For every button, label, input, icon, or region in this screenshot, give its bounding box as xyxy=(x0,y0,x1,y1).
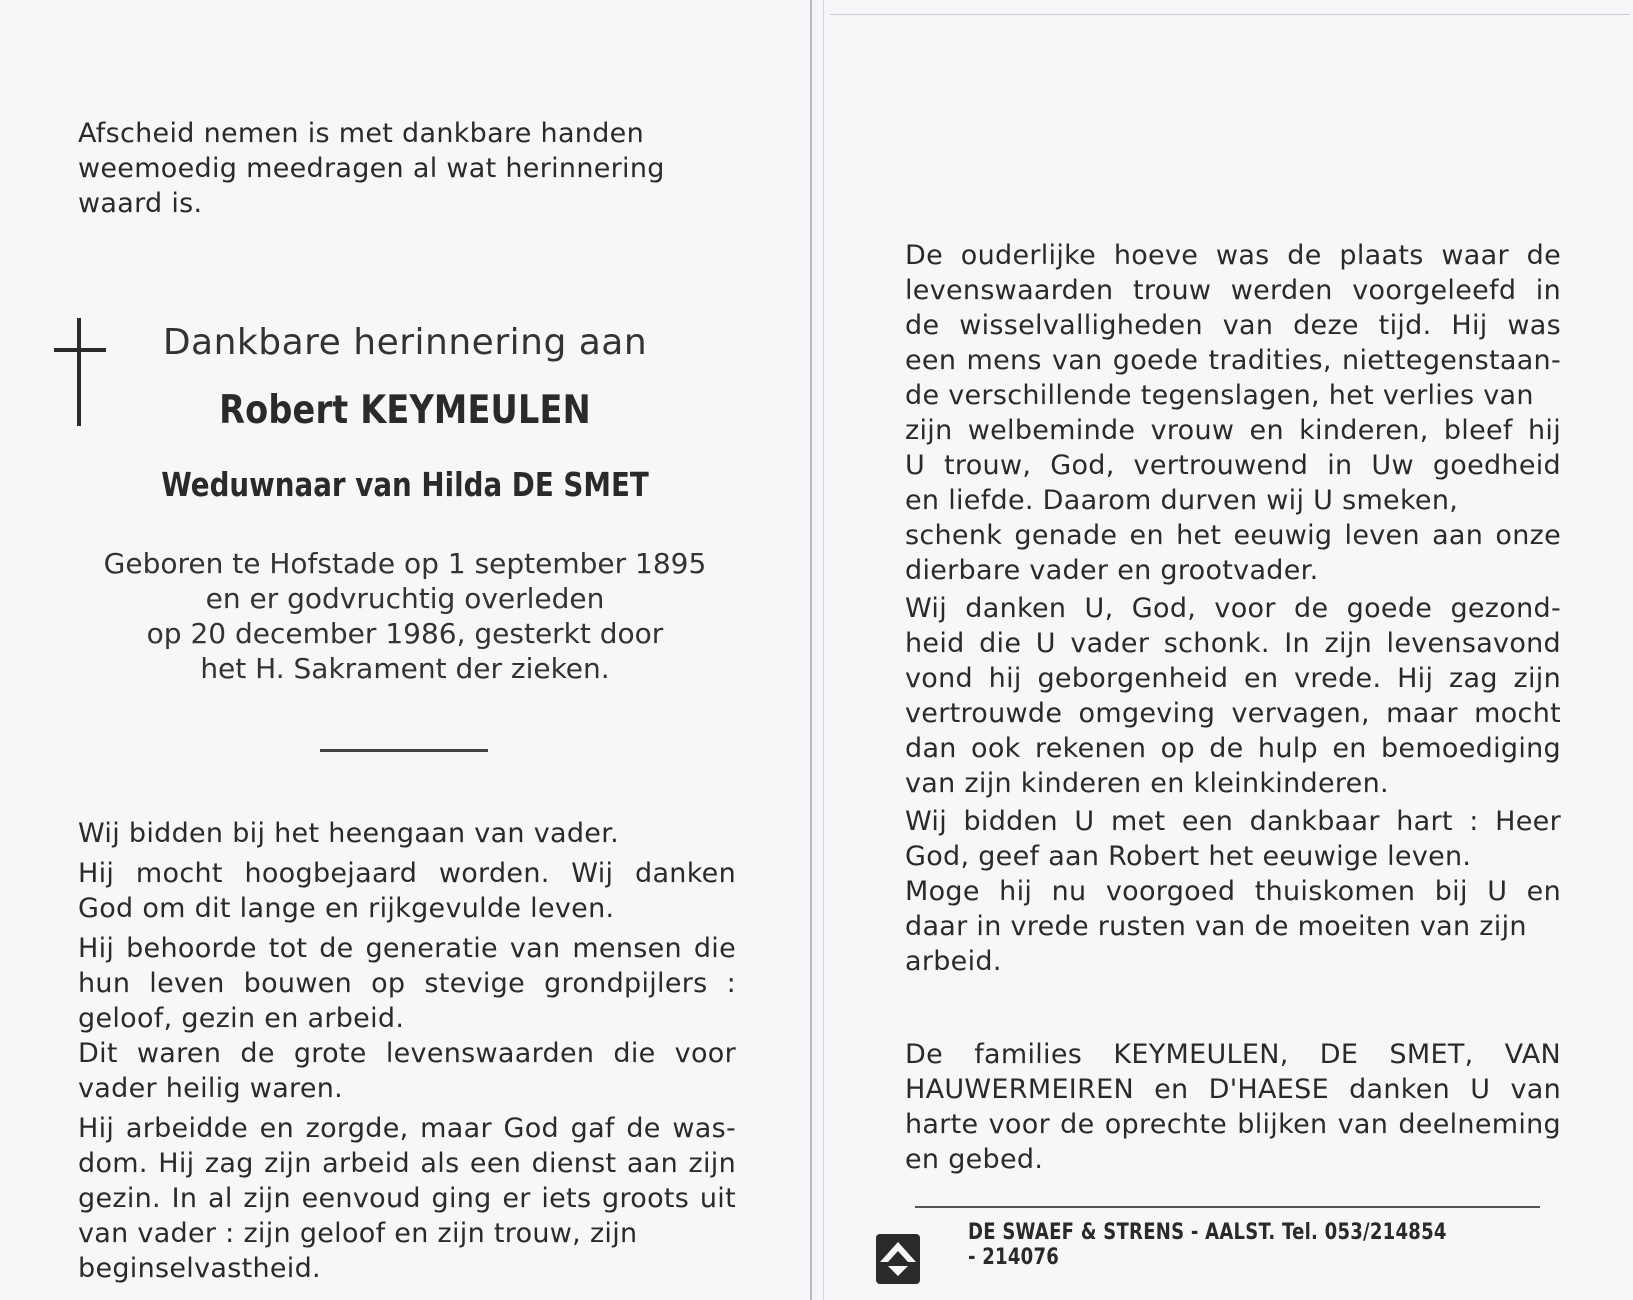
memorial-intro: Dankbare herinnering aan xyxy=(162,322,648,363)
text-line: De families KEYMEULEN, DE SMET, VAN xyxy=(905,1039,1561,1070)
text-line: de verschillende tegenslagen, het verlies van xyxy=(905,380,1534,411)
text-line: Wij bidden bij het heengaan van vader. xyxy=(78,818,619,849)
text-line: daar in vrede rusten van de moeiten van zijn xyxy=(905,911,1527,942)
birth-line: Geboren te Hofstade op 1 september 1895 xyxy=(103,547,707,580)
motto-line: Afscheid nemen is met dankbare handen xyxy=(78,118,644,149)
text-line: dom. Hij zag zijn arbeid als een dienst aan zijn xyxy=(78,1148,736,1179)
deceased-name: Robert KEYMEULEN xyxy=(219,388,591,433)
text-line: levenswaarden trouw werden voorgeleefd in xyxy=(905,275,1561,306)
text-line: U trouw, God, vertrouwend in Uw goedheid xyxy=(905,450,1561,481)
birth-line: en er godvruchtig overleden xyxy=(205,582,605,615)
text-line: beginselvastheid. xyxy=(78,1253,321,1284)
text-line: Hij behoorde tot de generatie van mensen die xyxy=(78,933,736,964)
text-line: HAUWERMEIREN en D'HAESE danken U van xyxy=(905,1074,1561,1105)
birth-line: het H. Sakrament der zieken. xyxy=(200,652,610,685)
printer-credit: DE SWAEF & STRENS - AALST. Tel. 053/214854 - 214076 xyxy=(968,1220,1447,1270)
text-line: Wij danken U, God, voor de goede gezond- xyxy=(905,593,1561,624)
text-line: schenk genade en het eeuwig leven aan onze xyxy=(905,520,1561,551)
text-line: Hij arbeidde en zorgde, maar God gaf de was- xyxy=(78,1113,736,1144)
text-line: heid die U vader schonk. In zijn levensavond xyxy=(905,628,1561,659)
text-line: Wij bidden U met een dankbaar hart : Heer xyxy=(905,806,1561,837)
left-text-body xyxy=(78,816,736,1286)
printer-logo-icon xyxy=(874,1232,922,1286)
text-line: God, geef aan Robert het eeuwige leven. xyxy=(905,841,1472,872)
birth-line: op 20 december 1986, gesterkt door xyxy=(146,617,664,650)
text-line: Dit waren de grote levenswaarden die voor xyxy=(78,1038,736,1069)
family-thanks xyxy=(905,1037,1561,1177)
footer-rule xyxy=(915,1206,1540,1208)
text-line: van vader : zijn geloof en zijn trouw, zijn xyxy=(78,1218,638,1249)
text-line: en liefde. Daarom durven wij U smeken, xyxy=(905,485,1459,516)
text-line: hun leven bouwen op stevige grondpijlers : xyxy=(78,968,736,999)
text-line: arbeid. xyxy=(905,946,1002,977)
card-top-edge xyxy=(830,14,1630,15)
text-line: en gebed. xyxy=(905,1144,1044,1175)
widower-line: Weduwnaar van Hilda DE SMET xyxy=(161,465,649,504)
card-fold xyxy=(810,0,812,1300)
card-fold-shadow xyxy=(823,0,824,1300)
text-line: geloof, gezin en arbeid. xyxy=(78,1003,405,1034)
motto xyxy=(78,116,698,221)
right-text-body xyxy=(905,238,1561,979)
motto-line: waard is. xyxy=(78,188,203,219)
text-line: dierbare vader en grootvader. xyxy=(905,555,1319,586)
text-line: vader heilig waren. xyxy=(78,1073,344,1104)
text-line: gezin. In al zijn eenvoud ging er iets groots uit xyxy=(78,1183,736,1214)
text-line: vond hij geborgenheid en vrede. Hij zag zijn xyxy=(905,663,1561,694)
birth-death-info xyxy=(90,546,720,686)
text-line: de wisselvalligheden van deze tijd. Hij was xyxy=(905,310,1561,341)
text-line: God om dit lange en rijkgevulde leven. xyxy=(78,893,615,924)
text-line: Moge hij nu voorgoed thuiskomen bij U en xyxy=(905,876,1561,907)
text-line: harte voor de oprechte blijken van deelneming xyxy=(905,1109,1561,1140)
text-line: van zijn kinderen en kleinkinderen. xyxy=(905,768,1389,799)
text-line: vertrouwde omgeving vervagen, maar mocht xyxy=(905,698,1561,729)
text-line: zijn welbeminde vrouw en kinderen, bleef hij xyxy=(905,415,1561,446)
motto-line: weemoedig meedragen al wat herinnering xyxy=(78,153,665,184)
divider xyxy=(320,749,488,752)
text-line: dan ook rekenen op de hulp en bemoediging xyxy=(905,733,1561,764)
text-line: Hij mocht hoogbejaard worden. Wij danken xyxy=(78,858,736,889)
text-line: een mens van goede tradities, niettegenstaan- xyxy=(905,345,1561,376)
text-line: De ouderlijke hoeve was de plaats waar de xyxy=(905,240,1561,271)
